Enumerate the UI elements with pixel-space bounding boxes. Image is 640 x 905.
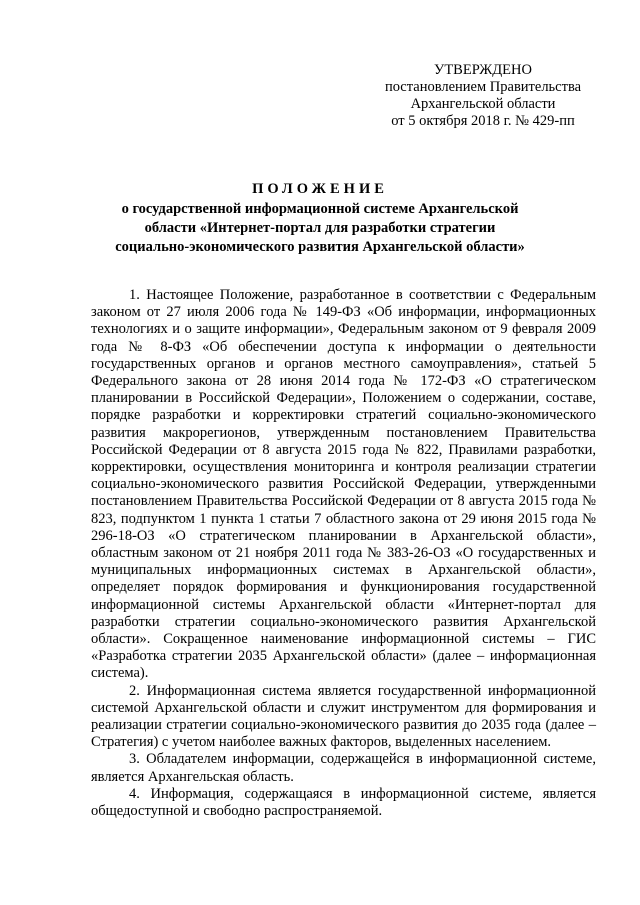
paragraph-2: 2. Информационная система является государственной информационной системой Архангельской области и служит инструментом для формирования и реализации стратегии социально-экономического развития до 2035 года (далее – Стратегия) с учетом наиболее важных факторов, выделенных населением. <box>91 682 596 751</box>
document-title-block <box>90 180 550 257</box>
paragraph-3: 3. Обладателем информации, содержащейся в информационной системе, является Архангельская область. <box>91 751 596 785</box>
paragraph-4: 4. Информация, содержащаяся в информационной системе, является общедоступной и свободно распространяемой. <box>91 785 596 820</box>
paragraph-1: 1. Настоящее Положение, разработанное в соответствии с Федеральным законом от 27 июля 2006 года № 149-ФЗ «Об информации, информационных технологиях и о защите информации», Федеральным законом от 9 февраля 2009 года № 8-ФЗ «Об обеспечении доступа к информации о деятельности государственных органов и органов местного самоуправления», статьей 5 Федерального закона от 28 июня 2014 года № 172-ФЗ «О стратегическом планировании в Российской Федерации», Положением о содержании, составе, порядке разработки и корректировки стратегий социально-экономического развития макрорегионов, утвержденным постановлением Правительства Российской Федерации от 8 августа 2015 года № 822, Правилами разработки, корректировки, осуществления мониторинга и контроля реализации стратегии социально-экономического развития Российской Федерации, утвержденными постановлением Правительства Российской Федерации от 8 августа 2015 года № 823, подпунктом 1 пункта 1 статьи 7 областного закона от 29 июня 2015 года № 296-18-ОЗ «О стратегическом планировании в Архангельской области», областным законом от 21 ноября 2011 года № 383-26-ОЗ «О государственных и муниципальных информационных системах в Архангельской области», определяет порядок формирования и функционирования государственной информационной системы Архангельской области «Интернет-портал для разработки стратегии социально-экономического развития Архангельской области». Сокращенное наименование информационной системы – ГИС «Разработка стратегии 2035 Архангельской области» (далее – информационная система). <box>91 287 596 682</box>
approval-stamp <box>378 62 588 130</box>
document-subtitle: о государственной информационной системе Архангельской области «Интернет-портал для разработки стратегии социально-экономического развития Архангельской области» <box>115 201 525 255</box>
document-body <box>91 287 596 820</box>
approval-line-resolution: постановлением Правительства <box>384 79 582 95</box>
approval-line-date-number: от 5 октября 2018 г. № 429-пп <box>391 113 575 129</box>
approval-line-region: Архангельской области <box>410 96 556 112</box>
approval-line-approved: УТВЕРЖДЕНО <box>434 62 532 78</box>
document-heading: ПОЛОЖЕНИЕ <box>252 181 388 197</box>
